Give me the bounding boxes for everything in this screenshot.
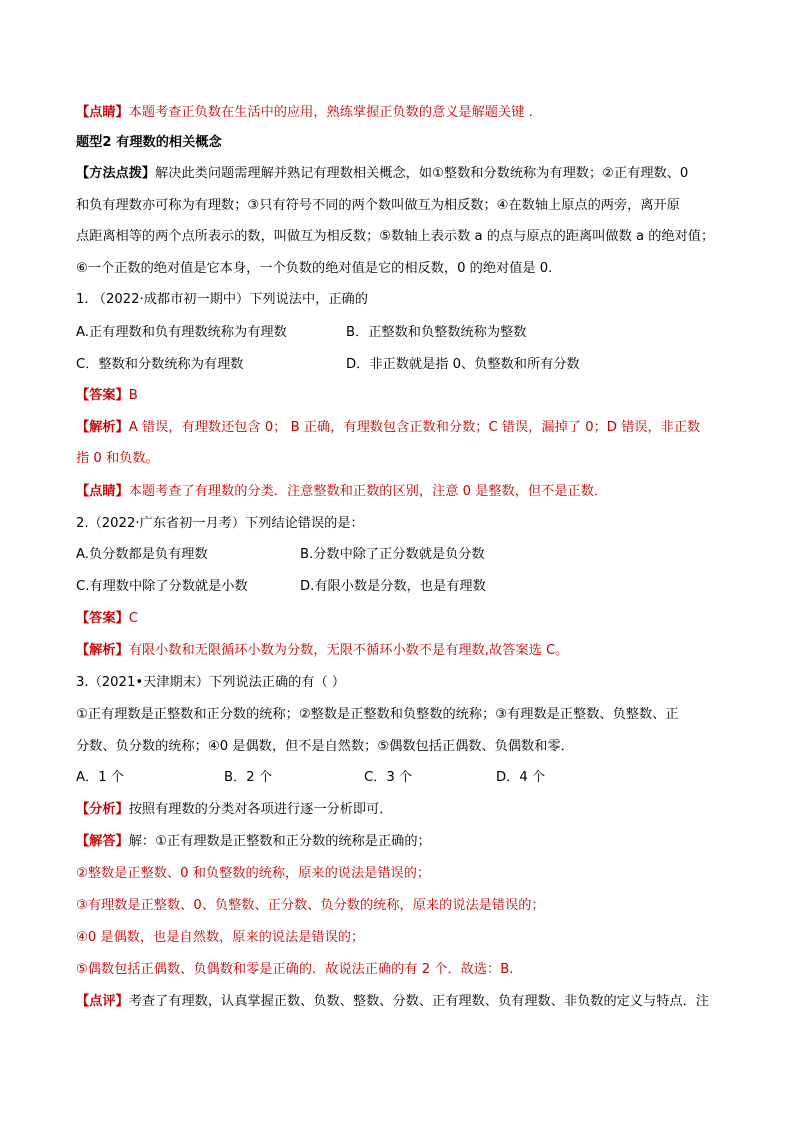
section-title: 题型2 有理数的相关概念 — [76, 135, 222, 150]
method-line-4: ⑥一个正数的绝对值是它本身，一个负数的绝对值是它的相反数，0 的绝对值是 0. — [76, 261, 553, 276]
q2-answer: 【答案】C — [76, 611, 138, 626]
q2-option-c: C.有理数中除了分数就是小数 — [76, 579, 248, 594]
q3-jieda-line-3: ③有理数是正整数、0、负整数、正分数、负分数的统称，原来的说法是错误的； — [76, 898, 545, 913]
note-label: 【点睛】 — [76, 105, 129, 120]
q2-option-a: A.负分数都是负有理数 — [76, 547, 208, 562]
q3-body-1: ①正有理数是正整数和正分数的统称；②整数是正整数和负整数的统称；③有理数是正整数、负整数、正 — [76, 707, 679, 722]
q3-jieda: 【解答】解：①正有理数是正整数和正分数的统称是正确的； — [76, 834, 431, 849]
q1-option-a: A.正有理数和负有理数统称为有理数 — [76, 325, 287, 340]
q3-stem: 3.（2021•天津期末）下列说法正确的有（ ） — [76, 675, 346, 690]
q1-analysis-1: 【解析】A 错误，有理数还包含 0； B 正确，有理数包含正数和分数；C 错误，漏掉了 0；D 错误，非正数 — [76, 420, 701, 435]
q3-option-a: A．1 个 — [76, 770, 124, 785]
q3-option-b: B．2 个 — [224, 770, 273, 785]
analysis-label: 【解析】 — [76, 643, 129, 658]
q1-option-d: D．非正数就是指 0、负整数和所有分数 — [346, 357, 580, 372]
q3-option-c: C．3 个 — [364, 770, 413, 785]
method-label: 【方法点拨】 — [76, 166, 156, 181]
note-label: 【点睛】 — [76, 484, 129, 499]
q2-option-b: B.分数中除了正分数就是负分数 — [300, 547, 485, 562]
q2-analysis: 【解析】有限小数和无限循环小数为分数，无限不循环小数不是有理数,故答案选 C。 — [76, 643, 569, 658]
method-line-3: 点距离相等的两个点所表示的数，叫做互为相反数；⑤数轴上表示数 a 的点与原点的距离叫做数 a 的绝对值； — [76, 229, 715, 244]
top-note — [76, 103, 533, 123]
q3-option-d: D．4 个 — [496, 770, 546, 785]
q3-fenxi: 【分析】按照有理数的分类对各项进行逐一分析即可． — [76, 802, 393, 817]
answer-label: 【答案】 — [76, 611, 129, 626]
q1-option-c: C．整数和分数统称为有理数 — [76, 357, 244, 372]
q3-jieda-line-2: ②整数是正整数、0 和负整数的统称，原来的说法是错误的； — [76, 866, 431, 881]
q3-jieda-line-5: ⑤偶数包括正偶数、负偶数和零是正确的．故说法正确的有 2 个．故选：B. — [76, 962, 514, 977]
method-line-1: 【方法点拨】解决此类问题需理解并熟记有理数相关概念，如①整数和分数统称为有理数；②正有理数、0 — [76, 166, 689, 181]
q1-answer: 【答案】B — [76, 388, 138, 403]
q3-jieda-line-4: ④0 是偶数，也是自然数，原来的说法是错误的； — [76, 930, 365, 945]
q1-option-b: B．正整数和负整数统称为整数 — [346, 325, 527, 340]
q3-body-2: 分数、负分数的统称；④0 是偶数，但不是自然数；⑤偶数包括正偶数、负偶数和零． — [76, 739, 574, 754]
answer-label: 【答案】 — [76, 388, 129, 403]
q3-dianping: 【点评】考查了有理数，认真掌握正数、负数、整数、分数、正有理数、负有理数、非负数的定义与特点．注 — [76, 994, 709, 1009]
q1-analysis-2: 指 0 和负数。 — [76, 451, 159, 466]
method-line-2: 和负有理数亦可称为有理数；③只有符号不同的两个数叫做互为相反数；④在数轴上原点的两旁，离开原 — [76, 198, 680, 213]
note-text: 本题考查正负数在生活中的应用，熟练掌握正负数的意义是解题关键 . — [128, 105, 533, 120]
comment-label: 【点评】 — [76, 994, 129, 1009]
solution-label: 【解答】 — [76, 834, 129, 849]
q2-option-d: D.有限小数是分数，也是有理数 — [300, 579, 486, 594]
analysis-label: 【分析】 — [76, 802, 129, 817]
q2-stem: 2.（2022·广东省初一月考）下列结论错误的是： — [76, 516, 364, 531]
q1-note: 【点睛】本题考查了有理数的分类．注意整数和正数的区别，注意 0 是整数，但不是正数． — [76, 484, 608, 499]
q1-stem: 1. （2022·成都市初一期中）下列说法中，正确的 — [76, 292, 368, 307]
analysis-label: 【解析】 — [76, 420, 129, 435]
